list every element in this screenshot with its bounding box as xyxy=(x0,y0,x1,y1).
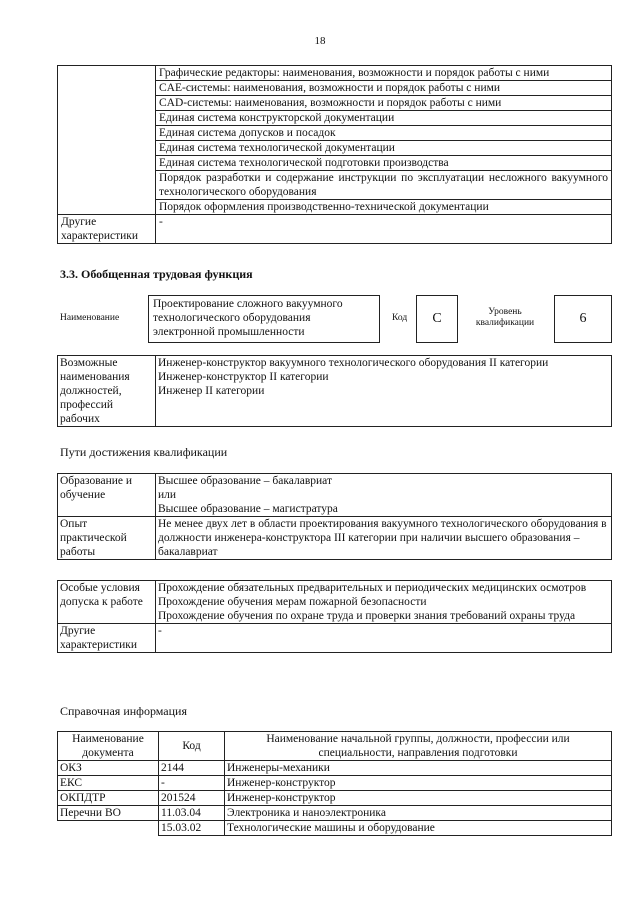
special-item: Прохождение обучения по охране труда и проверки знания требований охраны труда xyxy=(158,610,576,622)
knowledge-item: Графические редакторы: наименования, возможности и порядок работы с ними xyxy=(156,66,612,81)
knowledge-item: Порядок оформления производственно-технической документации xyxy=(156,200,612,215)
education-item: Высшее образование – магистратура xyxy=(158,503,338,515)
reference-cell: Перечни ВО xyxy=(58,806,159,821)
special-conditions-table xyxy=(57,580,612,653)
education-item: или xyxy=(158,489,177,501)
paths-title: Пути достижения квалификации xyxy=(60,445,228,459)
position-item: Инженер II категории xyxy=(158,385,265,397)
other-characteristics-value: - xyxy=(156,215,612,244)
positions-values xyxy=(156,356,612,427)
special-values xyxy=(156,581,612,624)
knowledge-item: Единая система технологической подготовки производства xyxy=(156,156,612,171)
position-item: Инженер-конструктор II категории xyxy=(158,371,329,383)
reference-title: Справочная информация xyxy=(60,704,187,718)
reference-cell: Электроника и наноэлектроника xyxy=(225,806,612,821)
code-box: C xyxy=(416,295,458,343)
education-values xyxy=(156,474,612,517)
table-row xyxy=(58,791,612,806)
level-label: Уровень квалификации xyxy=(475,307,535,328)
knowledge-item: Единая система технологической документации xyxy=(156,141,612,156)
experience-value: Не менее двух лет в области проектирования вакуумного технологического оборудования в должности инженера-конструктора III категории при наличии высшего образования – бакалавриат xyxy=(156,517,612,560)
experience-label: Опыт практической работы xyxy=(58,517,156,560)
reference-cell: Технологические машины и оборудование xyxy=(225,821,612,836)
reference-cell: 2144 xyxy=(159,761,225,776)
knowledge-label-cell xyxy=(58,66,156,215)
other-value: - xyxy=(156,624,612,653)
knowledge-item: Единая система допусков и посадок xyxy=(156,126,612,141)
special-item: Прохождение обязательных предварительных и периодических медицинских осмотров xyxy=(158,582,587,594)
reference-cell: Инженер-конструктор xyxy=(225,776,612,791)
table-row xyxy=(58,474,612,517)
reference-cell: ОКПДТР xyxy=(58,791,159,806)
section-title: 3.3. Обобщенная трудовая функция xyxy=(60,267,253,281)
page-number: 18 xyxy=(314,35,326,47)
other-label: Другие характеристики xyxy=(58,624,156,653)
other-characteristics-label: Другие характеристики xyxy=(58,215,156,244)
reference-header-name: Наименование начальной группы, должности, профессии или специальности, направления подготовки xyxy=(225,732,612,761)
knowledge-item: Единая система конструкторской документации xyxy=(156,111,612,126)
reference-cell: ОКЗ xyxy=(58,761,159,776)
qualification-paths-table xyxy=(57,473,612,560)
table-row xyxy=(58,806,612,821)
name-label: Наименование xyxy=(60,313,120,323)
positions-table xyxy=(57,355,612,427)
reference-cell: - xyxy=(159,776,225,791)
knowledge-table xyxy=(57,65,612,244)
reference-header-code: Код xyxy=(159,732,225,761)
knowledge-item: Порядок разработки и содержание инструкции по эксплуатации несложного вакуумного технологического оборудования xyxy=(156,171,612,200)
special-item: Прохождение обучения мерам пожарной безопасности xyxy=(158,596,427,608)
position-item: Инженер-конструктор вакуумного технологического оборудования II категории xyxy=(158,357,549,369)
table-row xyxy=(58,517,612,560)
reference-header-document: Наименование документа xyxy=(58,732,159,761)
reference-cell: Инженеры-механики xyxy=(225,761,612,776)
reference-table xyxy=(57,731,612,836)
table-row xyxy=(58,66,612,81)
code-label: Код xyxy=(392,313,408,323)
table-row xyxy=(58,732,612,761)
education-label: Образование и обучение xyxy=(58,474,156,517)
education-item: Высшее образование – бакалавриат xyxy=(158,475,332,487)
table-row xyxy=(58,356,612,427)
special-label: Особые условия допуска к работе xyxy=(58,581,156,624)
table-row xyxy=(58,581,612,624)
reference-cell xyxy=(58,821,159,836)
table-row xyxy=(58,761,612,776)
table-row xyxy=(58,821,612,836)
reference-cell: 15.03.02 xyxy=(159,821,225,836)
reference-cell: 201524 xyxy=(159,791,225,806)
reference-cell: Инженер-конструктор xyxy=(225,791,612,806)
reference-cell: ЕКС xyxy=(58,776,159,791)
function-name-box: Проектирование сложного вакуумного технологического оборудования электронной промышленности xyxy=(148,295,380,343)
table-row xyxy=(58,624,612,653)
knowledge-item: CAD-системы: наименования, возможности и порядок работы с ними xyxy=(156,96,612,111)
positions-label: Возможные наименования должностей, профессий рабочих xyxy=(58,356,156,427)
level-box: 6 xyxy=(554,295,612,343)
table-row xyxy=(58,215,612,244)
function-row xyxy=(60,295,612,345)
table-row xyxy=(58,776,612,791)
knowledge-item: CAE-системы: наименования, возможности и порядок работы с ними xyxy=(156,81,612,96)
reference-cell: 11.03.04 xyxy=(159,806,225,821)
